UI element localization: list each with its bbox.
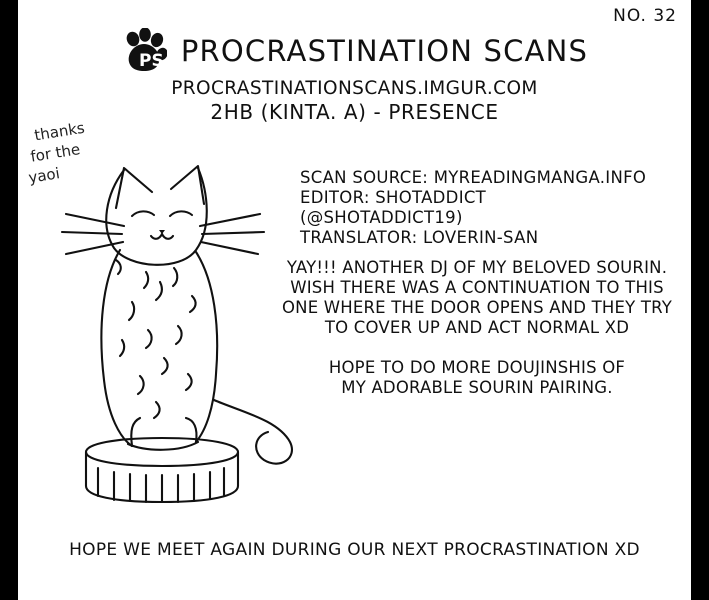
note-paragraph-1 bbox=[272, 258, 682, 338]
handwritten-line-2: for the bbox=[29, 140, 82, 166]
paw-print-logo-icon bbox=[121, 28, 167, 74]
work-title: 2HB (KINTA. A) - PRESENCE bbox=[210, 100, 499, 124]
note-paragraph-2 bbox=[272, 358, 682, 398]
page-number: NO. 32 bbox=[613, 6, 677, 26]
credit-translator: TRANSLATOR: LOVERIN-SAN bbox=[300, 228, 539, 247]
handwritten-line-1: thanks bbox=[33, 118, 86, 145]
group-url: PROCRASTINATIONSCANS.IMGUR.COM bbox=[171, 78, 538, 99]
credit-editor: EDITOR: SHOTADDICT bbox=[300, 188, 487, 207]
handwritten-line-3: yaoi bbox=[27, 164, 61, 187]
group-name: PROCRASTINATION SCANS bbox=[180, 34, 589, 68]
editor-note bbox=[272, 258, 682, 398]
credit-editor-handle: (@SHOTADDICT19) bbox=[300, 208, 463, 227]
note-p1-line-2: WISH THERE WAS A CONTINUATION TO THIS bbox=[290, 278, 664, 297]
note-p1-line-4: TO COVER UP AND ACT NORMAL XD bbox=[324, 318, 630, 337]
note-p1-line-1: YAY!!! ANOTHER DJ OF MY BELOVED SOURIN. bbox=[286, 258, 668, 277]
svg-text:PS: PS bbox=[138, 51, 164, 71]
credits-block bbox=[300, 168, 646, 248]
note-p2-line-2: MY ADORABLE SOURIN PAIRING. bbox=[341, 378, 613, 397]
header bbox=[0, 28, 709, 99]
footer-message: HOPE WE MEET AGAIN DURING OUR NEXT PROCRASTINATION XD bbox=[69, 540, 640, 560]
note-p2-line-1: HOPE TO DO MORE DOUJINSHIS OF bbox=[328, 358, 626, 377]
credit-scan-source: SCAN SOURCE: MYREADINGMANGA.INFO bbox=[300, 168, 647, 187]
cat-illustration bbox=[28, 130, 298, 520]
note-p1-line-3: ONE WHERE THE DOOR OPENS AND THEY TRY bbox=[281, 298, 673, 317]
header-title-row bbox=[0, 28, 709, 74]
